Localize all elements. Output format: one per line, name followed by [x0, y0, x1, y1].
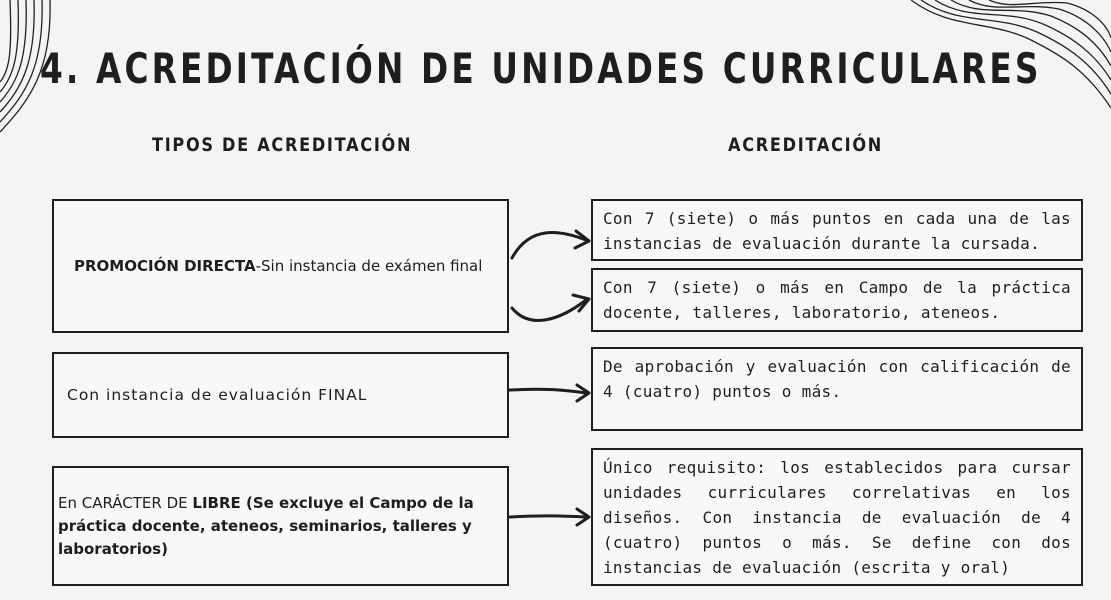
- accreditation-requirement-text: Con 7 (siete) o más en Campo de la práctica docente, talleres, laboratorio, ateneos.: [603, 278, 1071, 322]
- arrow-free-to-requirement: [510, 516, 586, 517]
- column-heading-types: TIPOS DE ACREDITACIÓN: [152, 134, 413, 156]
- page-title: 4. ACREDITACIÓN DE UNIDADES CURRICULARES: [40, 44, 1042, 93]
- accreditation-type-bold: PROMOCIÓN DIRECTA: [74, 256, 256, 275]
- accreditation-type-bold: LIBRE (Se excluye el Campo de la práctica docente, ateneos, seminarios, talleres y laboratorios): [58, 493, 474, 558]
- accreditation-type-prefix: En CARÁCTER DE: [58, 493, 193, 512]
- arrow-promotion-to-requirement-2: [512, 300, 586, 320]
- accreditation-requirement-text: Con 7 (siete) o más puntos en cada una de las instancias de evaluación durante la cursada.: [603, 209, 1071, 253]
- accreditation-type-text: Con instancia de evaluación FINAL: [67, 385, 368, 404]
- column-heading-accreditation: ACREDITACIÓN: [728, 134, 884, 156]
- arrow-promotion-to-requirement-1: [512, 232, 586, 258]
- accreditation-type-detail: -Sin instancia de exámen final: [255, 256, 483, 275]
- accreditation-requirement-text: Único requisito: los establecidos para cursar unidades curriculares correlativas en los diseños. Con instancia de evaluación de 4 (cuatro) puntos o más. Se define con dos instancias de evaluación (escrita y oral): [603, 458, 1071, 577]
- accreditation-requirement-text: De aprobación y evaluación con calificación de 4 (cuatro) puntos o más.: [603, 357, 1071, 401]
- arrow-final-to-requirement: [510, 389, 586, 393]
